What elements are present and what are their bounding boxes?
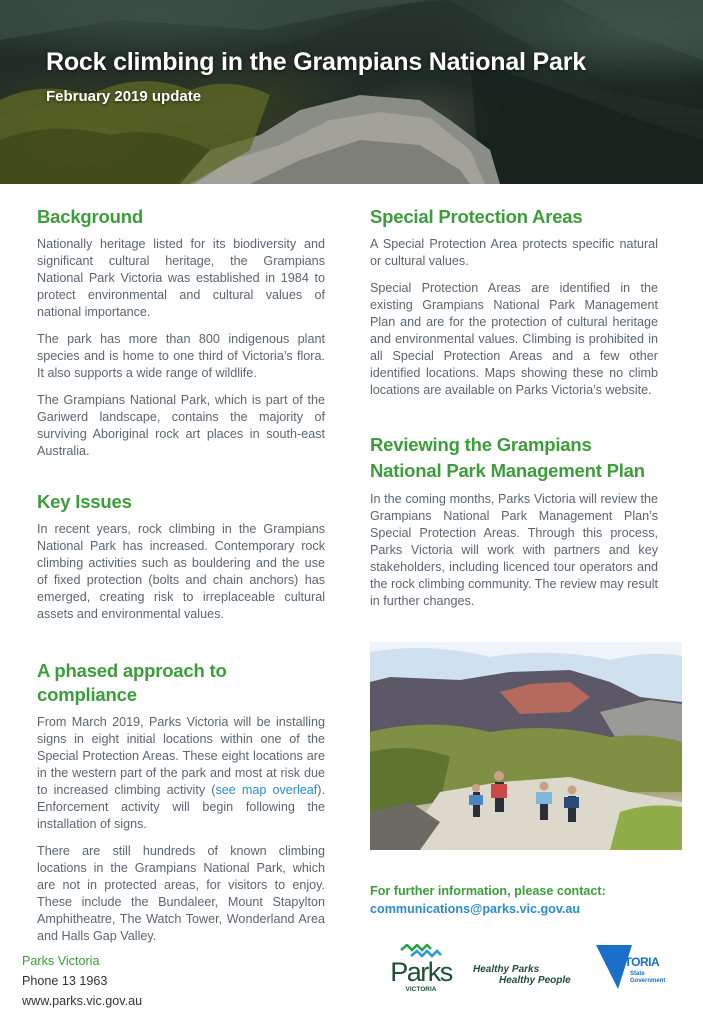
healthy-parks-logo-graphic: [473, 961, 583, 987]
paragraph: In recent years, rock climbing in the Grampians National Park has increased. Contemporary rock climbing activities such as bouldering and the use of fixed protection (bolts and chain anchors) has emerged, creating risk to irreplaceable cultural assets and environmental values.: [37, 522, 325, 621]
paragraph: The park has more than 800 indigenous plant species and is home to one third of Victoria’s flora. It also supports a wide range of wildlife.: [37, 332, 325, 380]
paragraph-text: ). Enforcement activity will begin following the installation of signs.: [37, 783, 325, 831]
paragraph-text: From March 2019, Parks Victoria will be installing signs in eight initial locations within one of the Special Protection Areas. These eight locations are in the western part of the park and most at risk due to increased climbing activity (: [37, 715, 325, 797]
section-heading: A phased approach to compliance: [37, 660, 227, 705]
page-title: Rock climbing in the Grampians National Park: [46, 48, 586, 76]
svg-text:Healthy People: Healthy People: [499, 975, 571, 986]
see-map-overleaf-link[interactable]: see map overleaf: [215, 783, 318, 797]
section-phased-approach: [37, 659, 325, 955]
paragraph: The Grampians National Park, which is part of the Gariwerd landscape, contains the majority of surviving Aboriginal rock art places in south-east Australia.: [37, 393, 325, 458]
paragraph: There are still hundreds of known climbing locations in the Grampians National Park, which are not in protected areas, for visitors to enjoy. These include the Bundaleer, Mount Stapylton Amphitheatre, The Watch Tower, Wonderland Area and Halls Gap Valley.: [37, 844, 325, 943]
svg-text:Parks: Parks: [390, 957, 452, 987]
paragraph: A Special Protection Area protects specific natural or cultural values.: [370, 237, 658, 268]
section-heading: Background: [37, 206, 143, 227]
section-key-issues: [37, 490, 325, 633]
hikers-photo-illustration: [370, 642, 682, 850]
heading-line: National Park Management Plan: [370, 460, 645, 481]
paragraph: [37, 714, 325, 833]
victoria-state-government-logo: [596, 945, 676, 990]
contact-label: For further information, please contact:: [370, 884, 606, 898]
section-background: [37, 205, 325, 470]
hikers-photo: [370, 642, 682, 850]
svg-text:VICTORIA: VICTORIA: [405, 986, 437, 993]
section-reviewing-plan: [370, 432, 658, 620]
footer-website-link[interactable]: www.parks.vic.gov.au: [22, 994, 143, 1008]
contact-email-link[interactable]: communications@parks.vic.gov.au: [370, 902, 581, 916]
healthy-parks-healthy-people-logo: [473, 961, 583, 987]
parks-victoria-logo: [381, 944, 461, 994]
section-heading: Key Issues: [37, 491, 132, 512]
svg-text:Healthy Parks: Healthy Parks: [473, 964, 540, 975]
section-heading: [370, 432, 658, 484]
footer-phone: Phone 13 1963: [22, 974, 108, 988]
svg-text:State: State: [630, 971, 645, 977]
hero-banner-image: [0, 0, 703, 184]
section-special-protection-areas: [370, 205, 658, 409]
svg-text:VICTORIA: VICTORIA: [606, 955, 660, 969]
paragraph: Special Protection Areas are identified in the existing Grampians National Park Management Plan and are for the protection of cultural heritage and environmental values. Climbing is prohibited in all Special Protection Areas and a few other identified locations. Maps showing these no climb locations are available on Parks Victoria’s website.: [370, 281, 658, 397]
section-heading: Special Protection Areas: [370, 206, 583, 227]
paragraph: Nationally heritage listed for its biodiversity and significant cultural heritage, the Grampians National Park Victoria was established in 1984 to protect environmental and cultural values of national importance.: [37, 237, 325, 319]
parks-victoria-logo-graphic: [381, 944, 461, 994]
paragraph: In the coming months, Parks Victoria will review the Grampians National Park Management Plan’s Special Protection Areas. Through this process, Parks Victoria will work with partners and key stakeholders, including licenced tour operators and the rock climbing community. The review may result in further changes.: [370, 492, 658, 608]
heading-line: Reviewing the Grampians: [370, 434, 592, 455]
svg-text:Government: Government: [630, 978, 666, 984]
page-subtitle: February 2019 update: [46, 88, 202, 105]
victoria-state-government-logo-graphic: [596, 945, 676, 990]
footer-organisation: Parks Victoria: [22, 954, 100, 968]
footer-contact: [22, 951, 142, 1011]
